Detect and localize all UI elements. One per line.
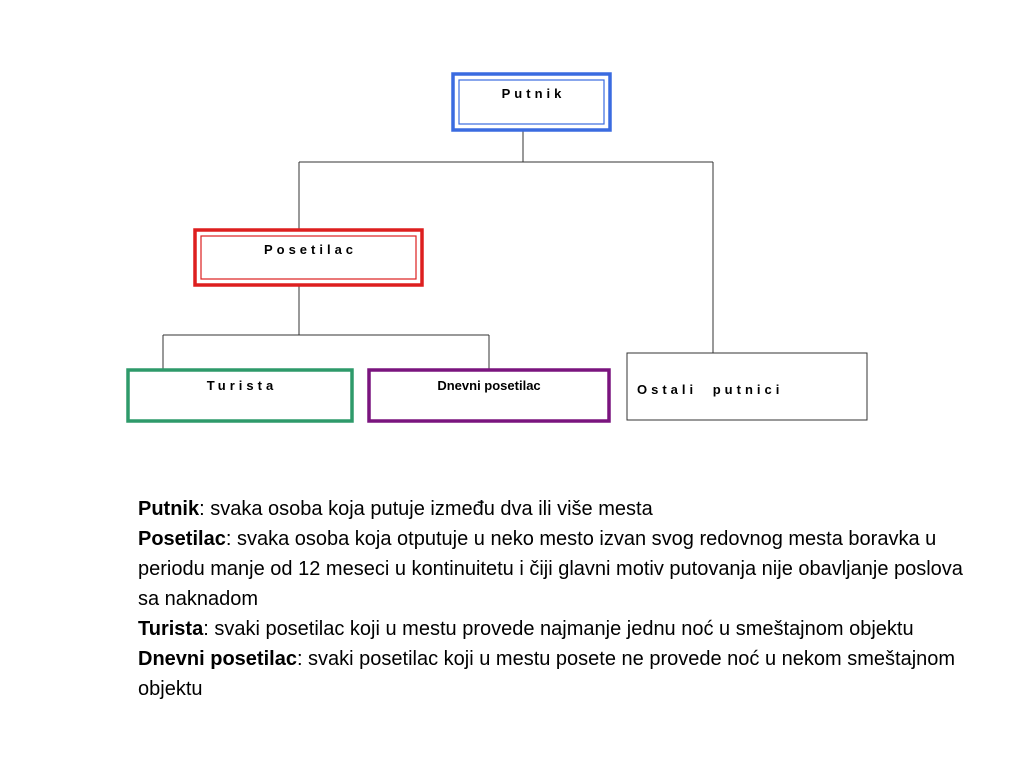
definition-body: : svaki posetilac koji u mestu posete ne provede noć u nekom smeštajnom objektu [138, 648, 956, 700]
definition-term: Putnik [138, 498, 200, 520]
definitions-text [138, 494, 978, 704]
node-ostali-label: Ostali putnici [637, 382, 784, 397]
node-posetilac-label: Posetilac [263, 242, 358, 257]
definition-putnik [138, 494, 978, 524]
definition-body: : svaki posetilac koji u mestu provede najmanje jednu noć u smeštajnom objektu [203, 618, 914, 640]
definition-dnevni-posetilac [138, 644, 978, 704]
definition-posetilac [138, 524, 978, 614]
node-putnik-outer-border [453, 74, 610, 130]
node-dnevni-label: Dnevni posetilac [437, 378, 541, 393]
node-turista-label: Turista [206, 378, 278, 393]
definition-term: Posetilac [138, 528, 226, 550]
definition-turista [138, 614, 978, 644]
definition-body: : svaka osoba koja putuje između dva ili više mesta [199, 498, 653, 520]
node-putnik-label: Putnik [501, 86, 566, 101]
node-posetilac [195, 230, 422, 285]
definition-body: : svaka osoba koja otputuje u neko mesto izvan svog redovnog mesta boravka u periodu manje od 12 meseci u kontinuitetu i čiji glavni motiv putovanja nije obavljanje poslova sa naknadom [138, 528, 963, 610]
definition-term: Turista [138, 618, 204, 640]
definition-term: Dnevni posetilac [138, 648, 297, 670]
node-posetilac-outer-border [195, 230, 422, 285]
node-putnik [453, 74, 610, 130]
